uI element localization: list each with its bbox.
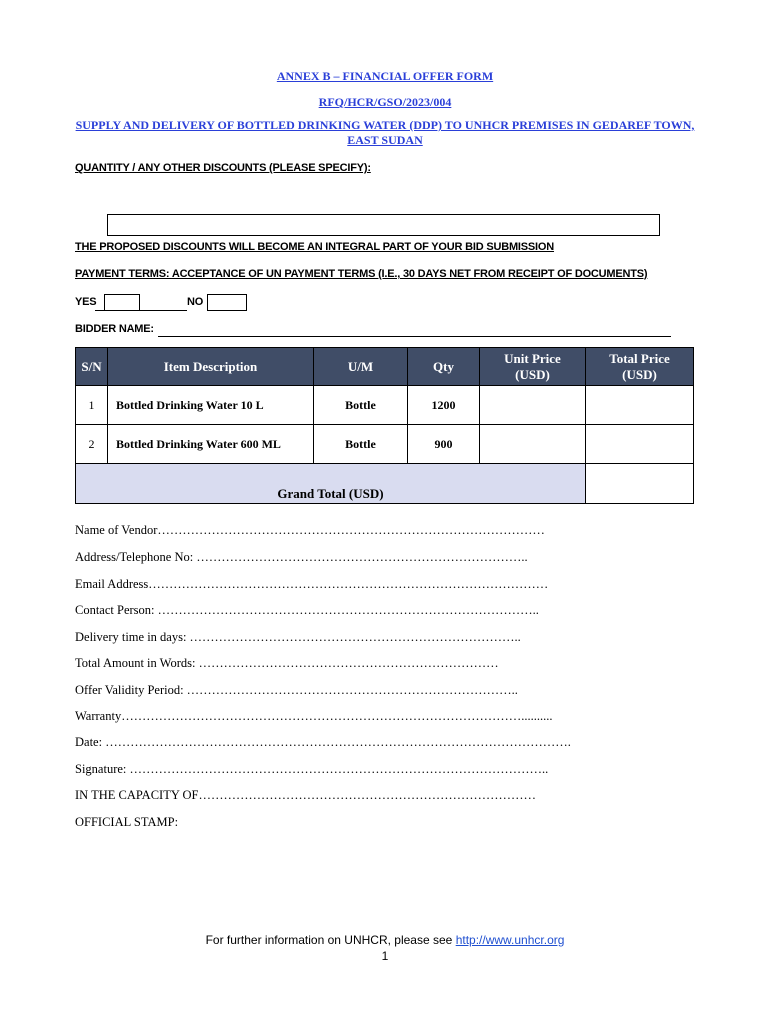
col-header-unit-price bbox=[480, 348, 586, 386]
row-um: Bottle bbox=[314, 425, 408, 464]
row-qty: 900 bbox=[408, 425, 480, 464]
row-total-price-cell[interactable] bbox=[586, 425, 694, 464]
signature-field[interactable]: Signature: ……………………………………………………………………………………….. bbox=[75, 762, 549, 776]
table-header-row bbox=[76, 348, 694, 386]
offer-validity-field[interactable]: Offer Validity Period: …………………………………………………………………….. bbox=[75, 683, 518, 697]
row-qty: 1200 bbox=[408, 386, 480, 425]
table-row bbox=[76, 386, 694, 425]
page-number: 1 bbox=[381, 949, 389, 963]
total-price-currency: (USD) bbox=[622, 366, 657, 382]
date-field[interactable]: Date: …………………………………………………………………………………………………. bbox=[75, 735, 571, 749]
row-sn: 1 bbox=[76, 386, 108, 425]
subject-line-2: EAST SUDAN bbox=[347, 133, 423, 147]
grand-total-row bbox=[76, 464, 694, 504]
row-total-price-cell[interactable] bbox=[586, 386, 694, 425]
no-checkbox[interactable] bbox=[207, 294, 247, 311]
col-header-um: U/M bbox=[314, 348, 408, 386]
form-title: ANNEX B – FINANCIAL OFFER FORM bbox=[276, 69, 494, 83]
grand-total-value-cell[interactable] bbox=[586, 464, 694, 504]
col-header-qty: Qty bbox=[408, 348, 480, 386]
row-unit-price-cell[interactable] bbox=[480, 386, 586, 425]
total-price-label: Total Price bbox=[609, 350, 670, 366]
email-address-field[interactable]: Email Address…………………………………………………………………………………… bbox=[75, 577, 549, 591]
total-amount-words-field[interactable]: Total Amount in Words: ……………………………………………………………… bbox=[75, 656, 499, 670]
official-stamp-label: OFFICIAL STAMP: bbox=[75, 815, 179, 829]
discounts-input[interactable] bbox=[107, 214, 660, 236]
unit-price-label: Unit Price bbox=[504, 350, 561, 366]
row-unit-price-cell[interactable] bbox=[480, 425, 586, 464]
financial-offer-table bbox=[75, 347, 694, 504]
bidder-name-field[interactable] bbox=[158, 322, 671, 337]
col-header-sn: S/N bbox=[76, 348, 108, 386]
payment-terms-label: PAYMENT TERMS: ACCEPTANCE OF UN PAYMENT TERMS (I.E., 30 DAYS NET FROM RECEIPT OF DOCUMENTS) bbox=[75, 268, 648, 280]
delivery-time-field[interactable]: Delivery time in days: …………………………………………………………………….. bbox=[75, 630, 521, 644]
subject-line-1: SUPPLY AND DELIVERY OF BOTTLED DRINKING WATER (DDP) TO UNHCR PREMISES IN GEDAREF TOWN, bbox=[75, 118, 695, 132]
unhcr-link[interactable]: http://www.unhcr.org bbox=[455, 933, 565, 947]
capacity-field[interactable]: IN THE CAPACITY OF……………………………………………………………………… bbox=[75, 788, 537, 802]
discounts-note: THE PROPOSED DISCOUNTS WILL BECOME AN INTEGRAL PART OF YOUR BID SUBMISSION bbox=[75, 241, 555, 253]
table-row bbox=[76, 425, 694, 464]
yes-checkbox[interactable] bbox=[104, 294, 140, 311]
col-header-total-price bbox=[586, 348, 694, 386]
discounts-label: QUANTITY / ANY OTHER DISCOUNTS (PLEASE SPECIFY): bbox=[75, 162, 371, 174]
row-description: Bottled Drinking Water 600 ML bbox=[108, 425, 314, 464]
address-telephone-field[interactable]: Address/Telephone No: …………………………………………………………………….. bbox=[75, 550, 528, 564]
bidder-name-label: BIDDER NAME: bbox=[75, 323, 154, 335]
contact-person-field[interactable]: Contact Person: ……………………………………………………………………………….. bbox=[75, 603, 539, 617]
grand-total-label: Grand Total (USD) bbox=[76, 464, 586, 504]
yes-label: YES bbox=[75, 296, 97, 308]
col-header-description: Item Description bbox=[108, 348, 314, 386]
unit-price-currency: (USD) bbox=[515, 366, 550, 382]
row-um: Bottle bbox=[314, 386, 408, 425]
row-description: Bottled Drinking Water 10 L bbox=[108, 386, 314, 425]
footer-text: For further information on UNHCR, please see bbox=[205, 933, 453, 947]
row-sn: 2 bbox=[76, 425, 108, 464]
footer-info bbox=[0, 933, 770, 947]
warranty-field[interactable]: Warranty…………………………………………………………………………………….......... bbox=[75, 709, 553, 723]
vendor-name-field[interactable]: Name of Vendor………………………………………………………………………………… bbox=[75, 523, 545, 537]
rfq-reference: RFQ/HCR/GSO/2023/004 bbox=[318, 95, 452, 109]
no-label: NO bbox=[187, 296, 204, 308]
